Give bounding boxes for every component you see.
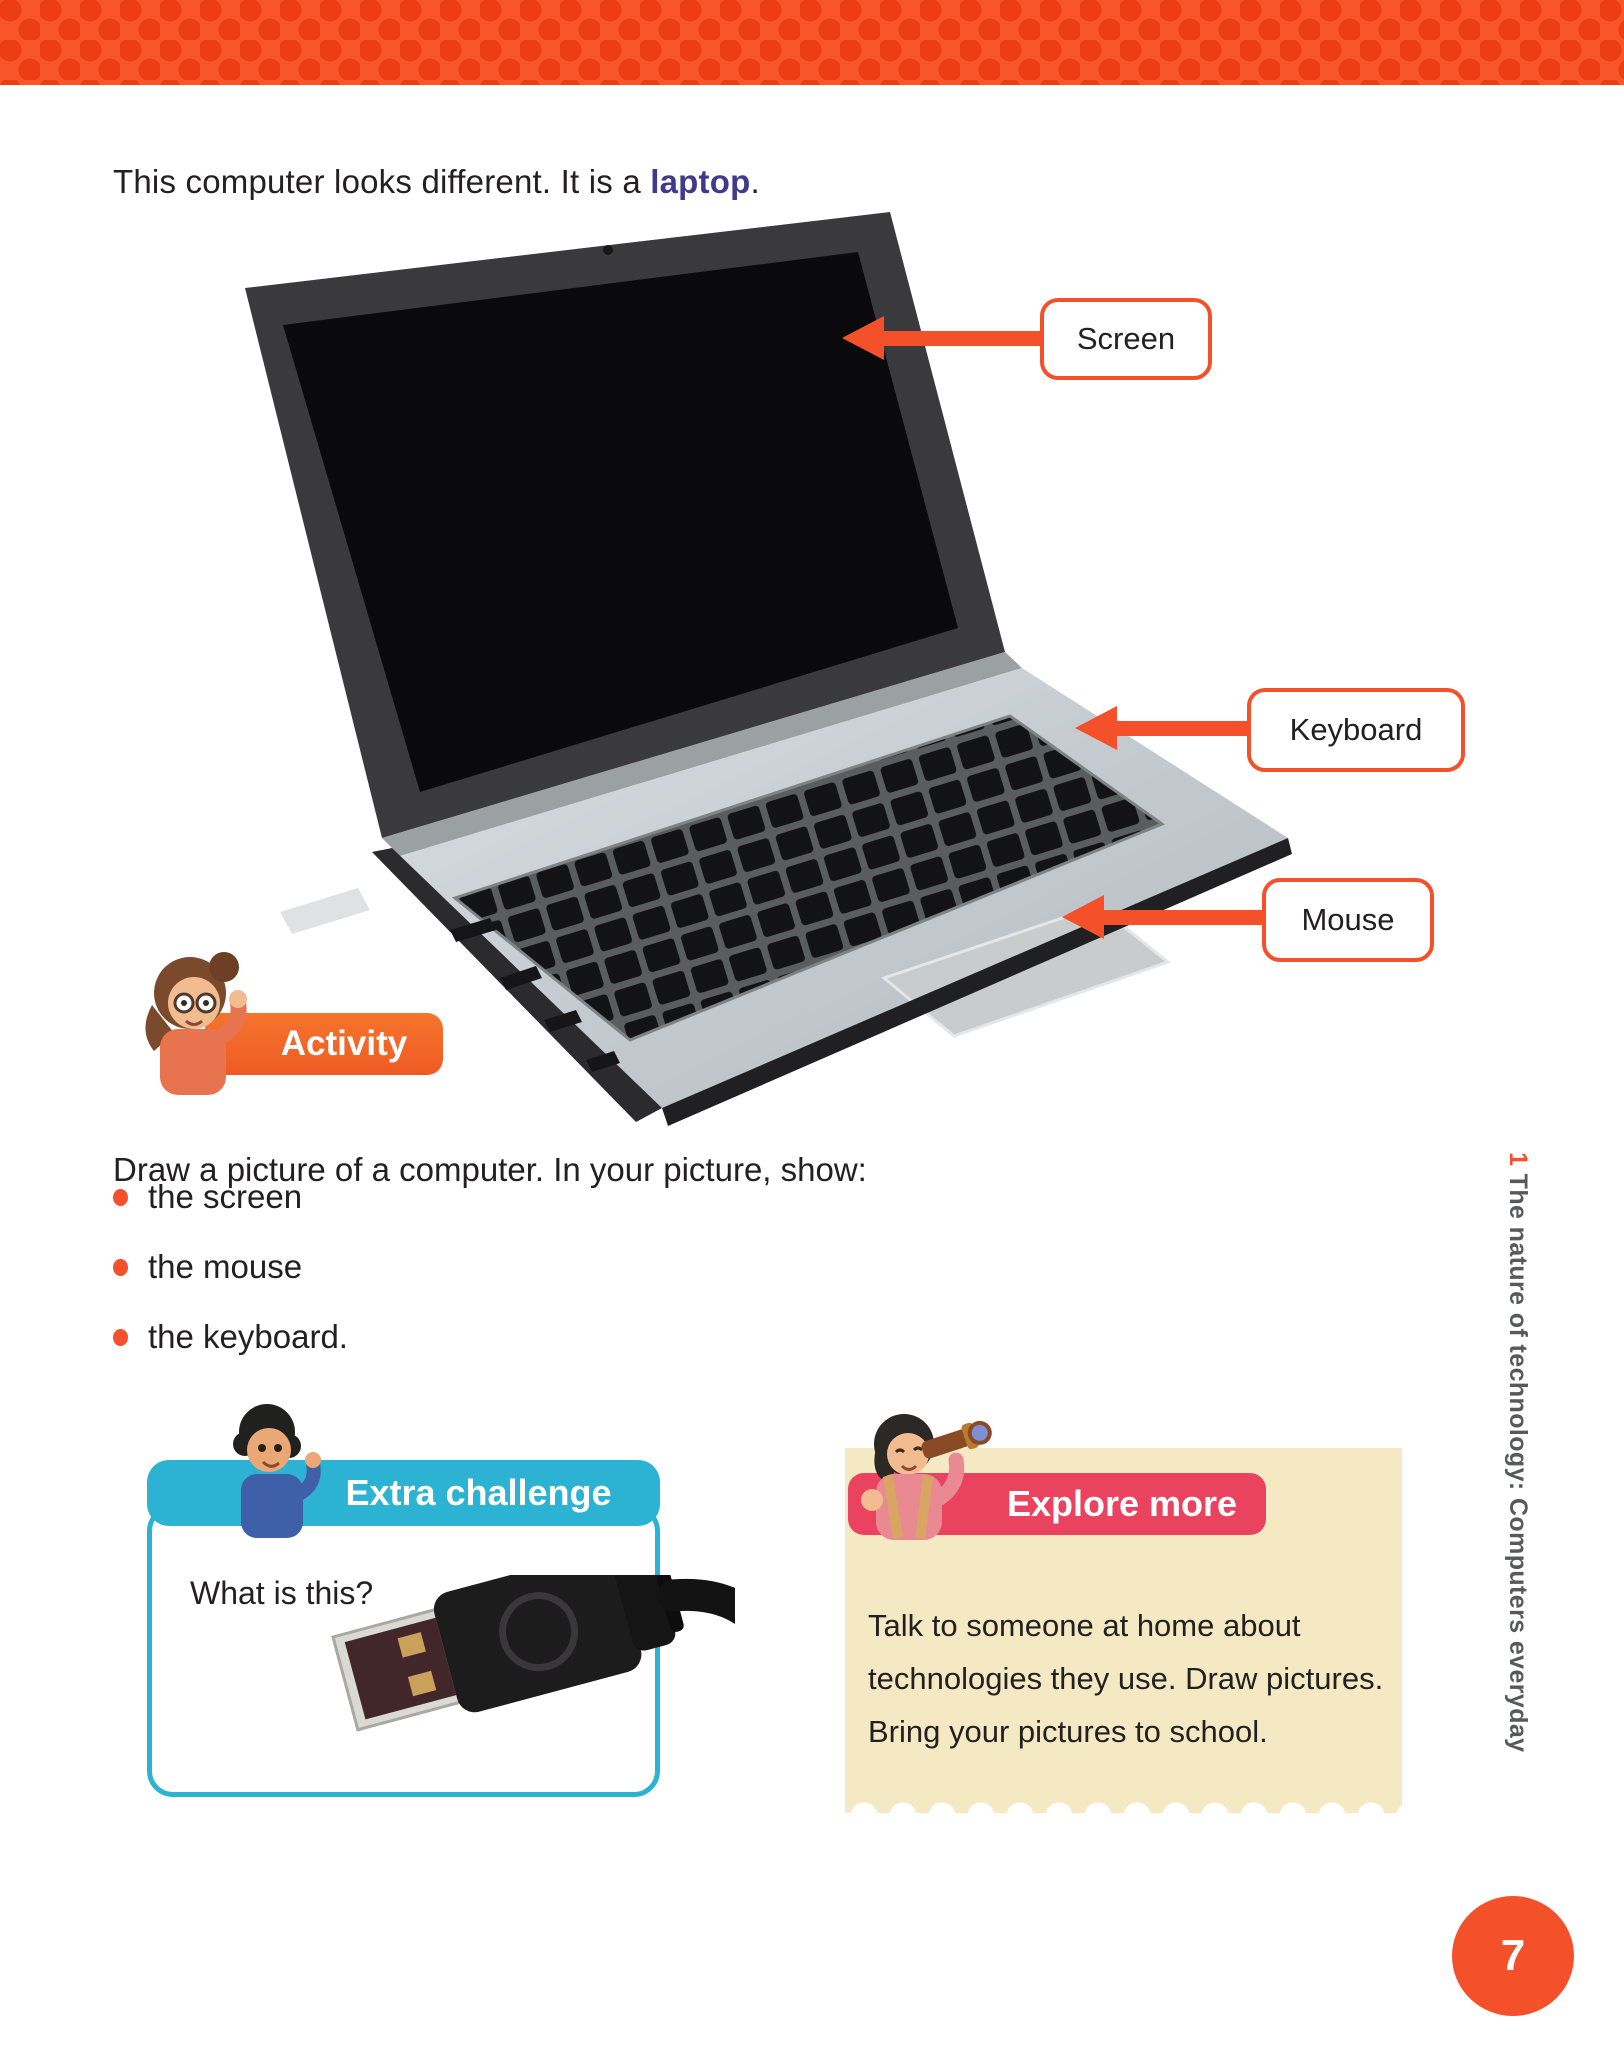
explore-more-body: Talk to someone at home about technologies they use. Draw pictures. Bring your pictures to school. — [868, 1608, 1384, 1749]
page-number: 7 — [1500, 1931, 1526, 1980]
activity-item-keyboard — [113, 1318, 348, 1356]
bullet-icon — [113, 1189, 128, 1206]
bullet-icon — [113, 1259, 128, 1276]
extra-challenge-boy-illustration — [215, 1398, 335, 1538]
explore-more-label: Explore more — [1006, 1483, 1238, 1524]
chapter-side-caption — [1503, 1152, 1532, 1912]
intro-prefix: This computer looks different. It is a — [113, 163, 651, 200]
webcam-dot — [603, 245, 613, 255]
activity-item-mouse — [113, 1248, 302, 1286]
chapter-number: 1 — [1504, 1152, 1532, 1167]
screen-arrow — [842, 316, 1042, 360]
hinge-barrel — [280, 888, 370, 934]
keyboard-label-text: Keyboard — [1289, 712, 1423, 747]
activity-girl-illustration — [112, 945, 282, 1095]
mouse-label-text: Mouse — [1301, 902, 1395, 937]
page-number-badge — [1452, 1896, 1574, 2016]
mouse-label — [1262, 878, 1434, 962]
intro-suffix: . — [750, 163, 760, 200]
activity-item-text: the mouse — [148, 1248, 303, 1285]
activity-item-screen — [113, 1178, 302, 1216]
activity-item-text: the keyboard. — [148, 1318, 348, 1355]
usb-connector-photo — [315, 1575, 735, 1805]
screen-label — [1040, 298, 1212, 380]
activity-instruction: Draw a picture of a computer. In your picture, show: — [113, 1151, 867, 1188]
extra-challenge-question: What is this? — [190, 1575, 374, 1611]
extra-challenge-label: Extra challenge — [345, 1472, 612, 1513]
bullet-icon — [113, 1329, 128, 1346]
screen-label-text: Screen — [1076, 321, 1176, 356]
activity-item-text: the screen — [148, 1178, 303, 1215]
activity-badge-label: Activity — [280, 1024, 408, 1063]
dotted-header-band — [0, 0, 1624, 85]
scalloped-edge — [845, 1797, 1402, 1813]
keyword-laptop: laptop — [650, 163, 751, 200]
chapter-title: The nature of technology: Computers everyday — [1504, 1166, 1532, 1753]
explore-more-woman-illustration — [852, 1408, 1012, 1543]
keyboard-label — [1247, 688, 1465, 772]
